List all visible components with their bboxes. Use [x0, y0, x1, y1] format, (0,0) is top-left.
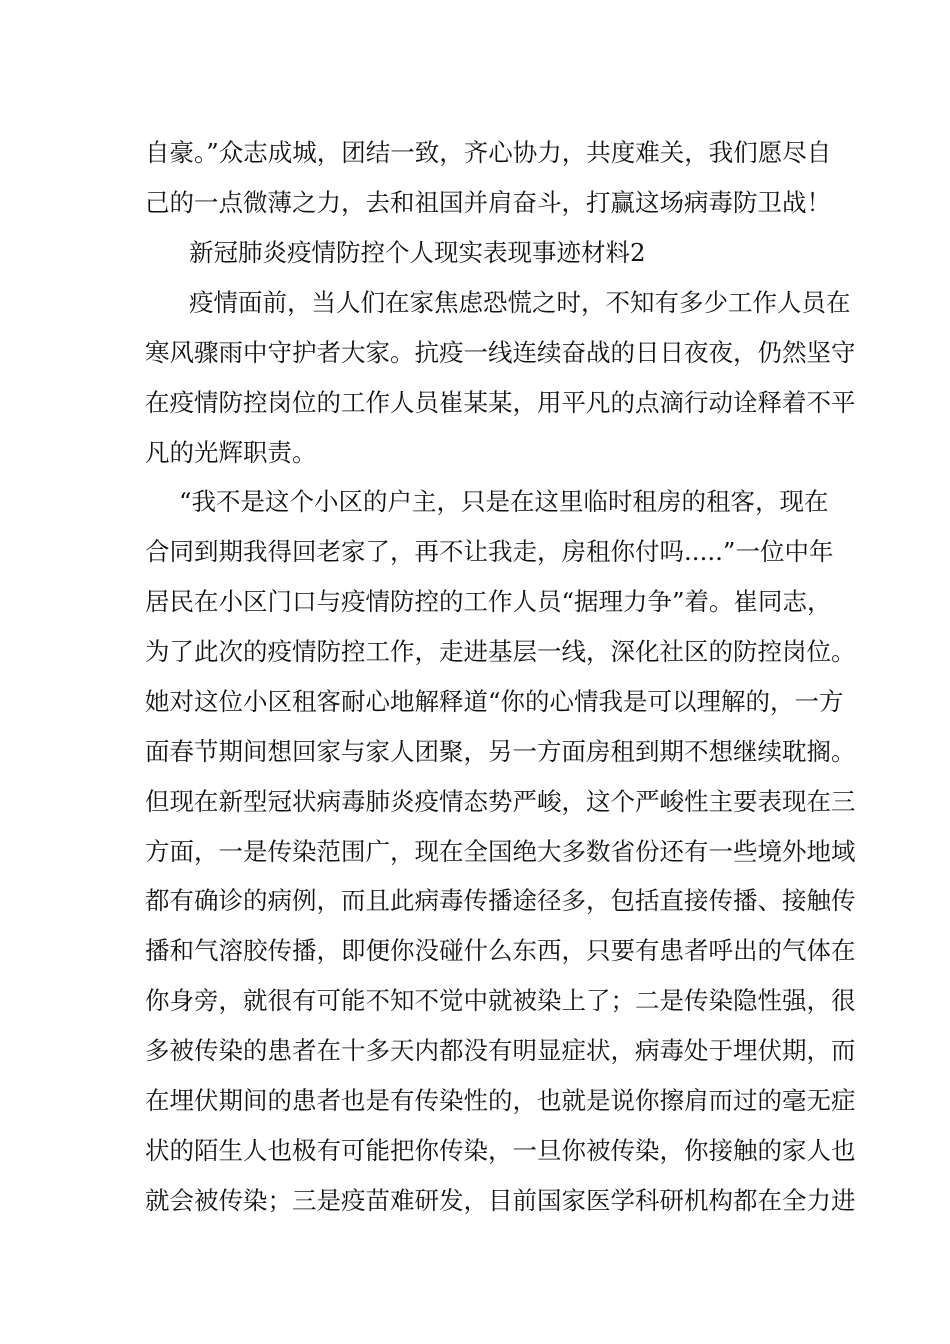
- paragraph-line: 己的一点微薄之力，去和祖国并肩奋斗，打赢这场病毒防卫战！: [145, 188, 831, 217]
- paragraph-line: 在埋伏期间的患者也是有传染性的，也就是说你擦肩而过的毫无症: [145, 1086, 856, 1115]
- paragraph-line: 都有确诊的病例，而且此病毒传播途径多，包括直接传播、接触传: [145, 886, 856, 915]
- paragraph-line: 寒风骤雨中守护者大家。抗疫一线连续奋战的日日夜夜，仍然坚守: [145, 338, 856, 367]
- section-title: 新冠肺炎疫情防控个人现实表现事迹材料2: [189, 238, 646, 267]
- paragraph-line: 合同到期我得回老家了，再不让我走，房租你付吗.....”一位中年: [145, 537, 834, 566]
- paragraph-line: 居民在小区门口与疫情防控的工作人员“据理力争”着。崔同志，: [145, 587, 832, 616]
- paragraph-line: “我不是这个小区的户主，只是在这里临时租房的租客，现在: [179, 487, 829, 516]
- paragraph-line: 但现在新型冠状病毒肺炎疫情态势严峻，这个严峻性主要表现在三: [145, 787, 856, 816]
- paragraph-line: 播和气溶胶传播，即便你没碰什么东西，只要有患者呼出的气体在: [145, 936, 856, 965]
- paragraph-line: 自豪。”众志成城，团结一致，齐心协力，共度难关，我们愿尽自: [145, 138, 832, 167]
- paragraph-line: 多被传染的患者在十多天内都没有明显症状，病毒处于埋伏期，而: [145, 1036, 856, 1065]
- paragraph-line: 就会被传染；三是疫苗难研发，目前国家医学科研机构都在全力进: [145, 1186, 856, 1215]
- paragraph-line: 状的陌生人也极有可能把你传染，一旦你被传染，你接触的家人也: [145, 1136, 856, 1165]
- paragraph-line: 你身旁，就很有可能不知不觉中就被染上了；二是传染隐性强，很: [145, 986, 856, 1015]
- paragraph-line: 在疫情防控岗位的工作人员崔某某，用平凡的点滴行动诠释着不平: [145, 388, 856, 417]
- paragraph-line: 面春节期间想回家与家人团聚，另一方面房租到期不想继续耽搁。: [145, 737, 856, 766]
- paragraph-line: 方面，一是传染范围广，现在全国绝大多数省份还有一些境外地域: [145, 837, 856, 866]
- paragraph-line: 凡的光辉职责。: [145, 438, 317, 467]
- paragraph-line: 疫情面前，当人们在家焦虑恐慌之时，不知有多少工作人员在: [189, 288, 851, 317]
- paragraph-line: 为了此次的疫情防控工作，走进基层一线，深化社区的防控岗位。: [145, 637, 856, 666]
- paragraph-line: 她对这位小区租客耐心地解释道“你的心情我是可以理解的，一方: [145, 687, 844, 716]
